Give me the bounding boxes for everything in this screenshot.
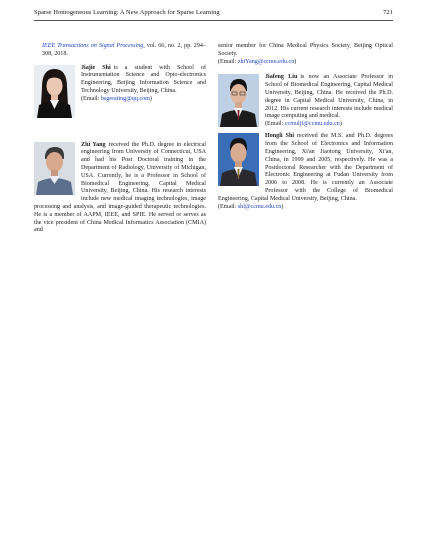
header-rule — [34, 20, 393, 21]
bio-jiajie-shi: Jiajie Shi is a student with School of Instrumentation Science and Opto-electronics Engineering, Beijing Information Science and Technology University, Beijing, China. (Email: bsgreating@qq.com) — [34, 65, 206, 120]
email-link[interactable]: zhiYang@ccmu.edu.cn — [237, 58, 295, 65]
bio-text: is now an Associate Professor in School of Biomedical Engineering, Capital Medical University, Beijing, China. He received the Ph.D. degree in Capital Medical University, China, in 2012. His current research interests include medical image computing and medical. — [265, 74, 393, 120]
bio-zhi-yang — [34, 142, 206, 236]
portrait-photo-zhi-yang — [34, 142, 75, 195]
portrait-photo-jiafeng-liu — [218, 74, 259, 127]
portrait-photo-hongli-shi — [218, 133, 259, 186]
author-name: Hongli Shi — [265, 133, 295, 140]
reference-tail: IEEE Transactions on Signal Processing, vol. 66, no. 2, pp. 294–308, 2018. — [42, 43, 206, 57]
bio-jiafeng-liu: Jiafeng Liu is now an Associate Professor in School of Biomedical Engineering, Capital Medical University, Beijing, China. He received the Ph.D. degree in Capital Medical University, China, in 2012. His current research interests include medical image computing and medical. (Email: ccmuljf@ccmu.edu.cn) — [218, 74, 393, 129]
right-column — [218, 43, 393, 211]
bio-text: received the M.S. and Ph.D. degrees from the School of Electronics and Information Engineering, Xi'an Jiaotong University, Xi'an, China, in 1999 and 2005, respectively. He was a Postdoctoral Researcher with the Department of Electronic Engineering at Fudan University from 2006 to 2008. He is currently an Associate Professor with the College of Biomedical Engineering, Capital Medical University, Beijing, China. — [218, 133, 393, 202]
bio-zhi-yang-continued: senior member for China Medical Physics Society, Beijing Optical Society. (Email: zhiYang@ccmu.edu.cn) — [218, 43, 393, 65]
journal-name[interactable]: IEEE Transactions on Signal Processing — [42, 43, 144, 49]
author-name: Jiajie Shi — [81, 64, 111, 71]
portrait-photo-jiajie-shi — [34, 65, 75, 118]
email-link[interactable]: ccmuljf@ccmu.edu.cn — [284, 121, 340, 128]
author-name: Jiafeng Liu — [265, 74, 298, 81]
running-title: Sparse Homogeneous Learning: A New Approach for Sparse Learning — [34, 9, 220, 16]
email-link[interactable]: bsgreating@qq.com — [100, 95, 150, 102]
page-number: 721 — [383, 9, 393, 16]
bio-text: received the Ph.D. degree in electrical engineering from University of Connecticut, USA and had his Post Doctoral training in the Department of Radiology, University of Michigan, USA. Currently, he is a Professor in School of Biomedical Engineering, Capital Medical University, Beijing, China. His research interests include new medical imaging technologies, image processing and analysis, and image-guided therapeutic technologies. He is a member of AAPM, IEEE, and SPIE. He served or serves as the vice president of China Medical Informatics Association (CMIA) and — [34, 141, 206, 234]
bio-text: is a student with School of Instrumentation Science and Opto-electronics Engineering, Beijing Information Science and Technology University, Beijing, China. — [81, 64, 206, 94]
running-header — [34, 9, 393, 16]
email-link[interactable]: shl@ccmu.edu.cn — [237, 203, 282, 210]
author-name: Zhi Yang — [81, 141, 106, 148]
left-column — [34, 43, 206, 235]
bio-hongli-shi: Hongli Shi received the M.S. and Ph.D. degrees from the School of Electronics and Information Engineering, Xi'an Jiaotong University, Xi'an, China, in 1999 and 2005, respectively. He was a Postdoctoral Researcher with the Department of Electronic Engineering at Fudan University from 2006 to 2008. He is currently an Associate Professor with the College of Biomedical Engineering, Capital Medical University, Beijing, China. (Email: shl@ccmu.edu.cn) — [218, 133, 393, 210]
